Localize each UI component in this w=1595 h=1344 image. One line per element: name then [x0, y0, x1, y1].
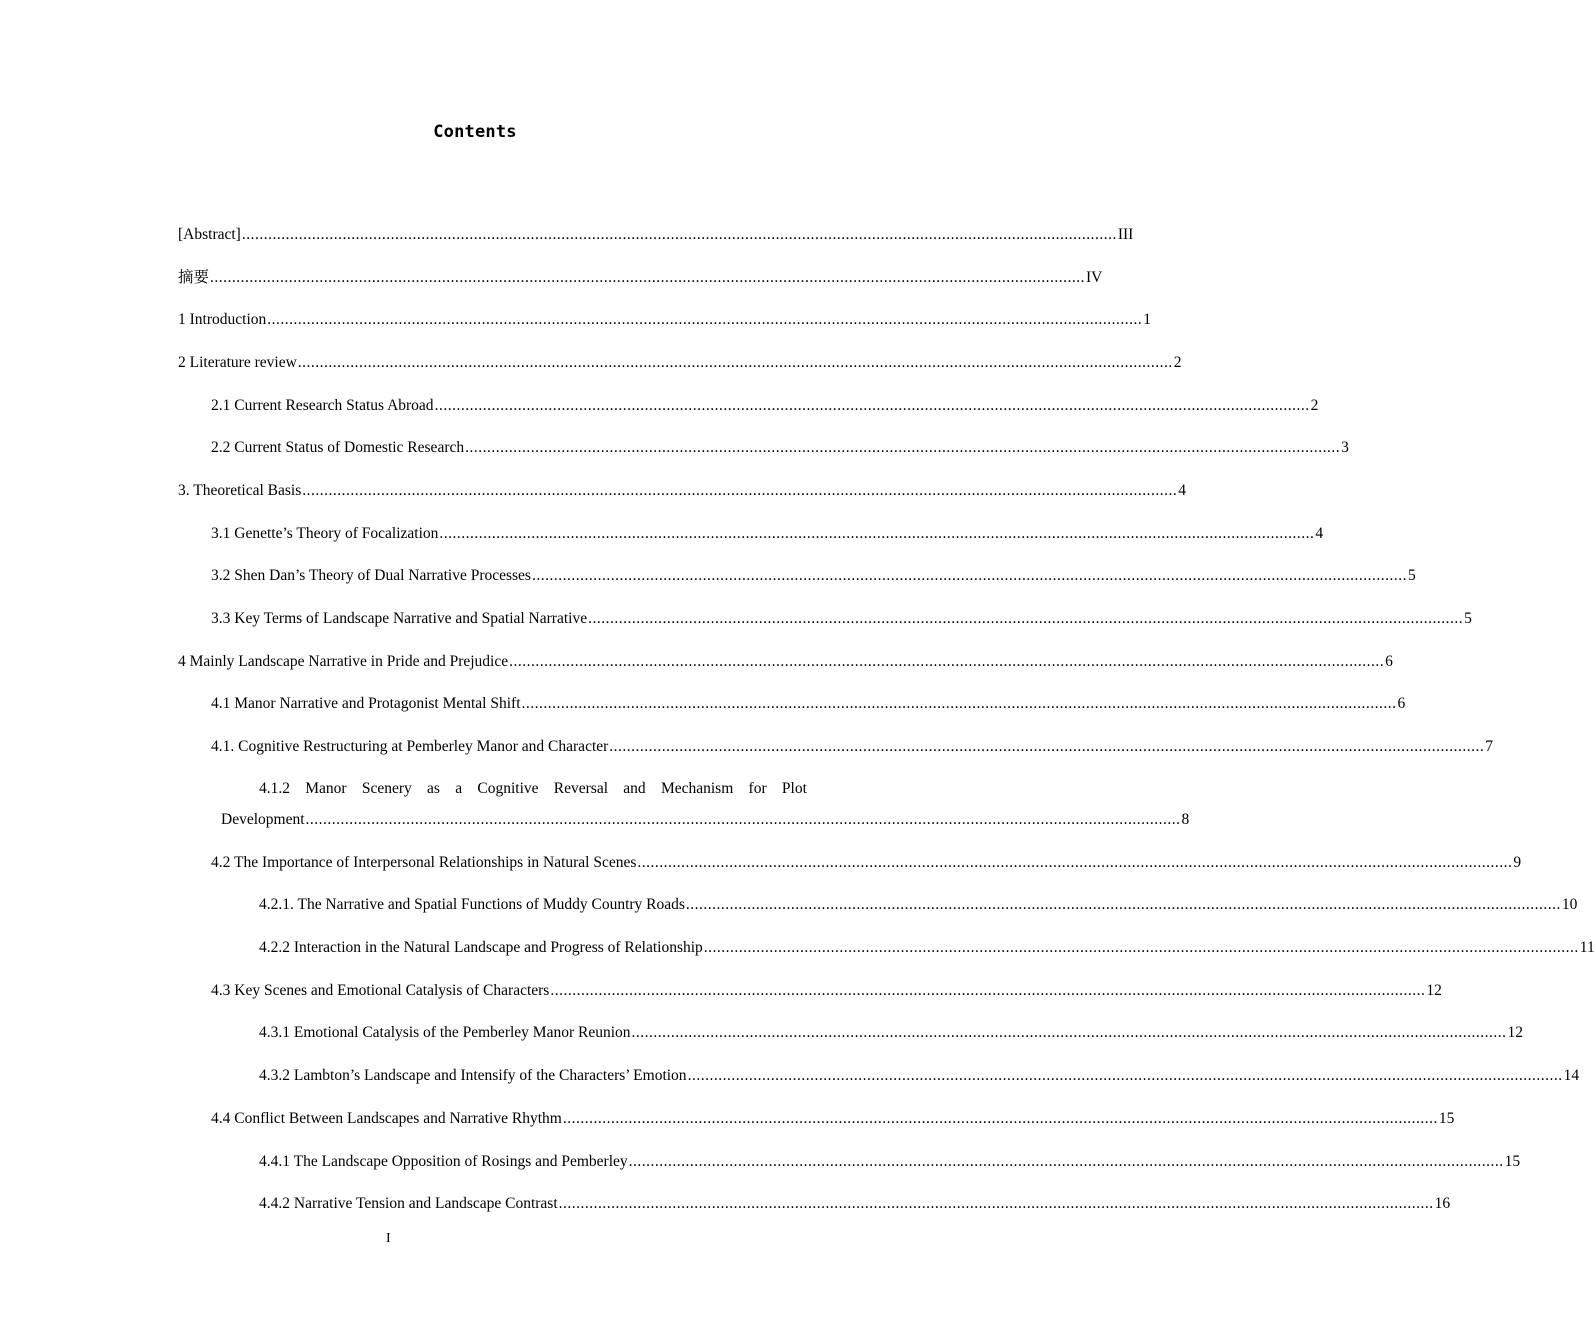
toc-entry-2-2[interactable] [211, 438, 1349, 458]
toc-entry-page: 12 [1426, 982, 1442, 999]
dot-leader: ........................................................................................................................................................................................................ [297, 354, 1173, 371]
toc-entry-label: 4.2 The Importance of Interpersonal Relationships in Natural Scenes [211, 854, 637, 871]
dot-leader: ........................................................................................................................................................................................................ [531, 567, 1407, 584]
toc-entry-4-3[interactable] [211, 981, 1442, 1001]
toc-entry-page: III [1117, 226, 1134, 243]
toc-entry-page: 6 [1397, 695, 1406, 712]
toc-entry-label: 4 Mainly Landscape Narrative in Pride and Prejudice [178, 653, 509, 670]
toc-entry-page: 15 [1504, 1153, 1521, 1170]
toc-entry-4-1-1[interactable] [211, 737, 1494, 757]
toc-entry-page: 8 [1181, 811, 1190, 828]
toc-entry-page: 2 [1173, 354, 1182, 371]
dot-leader: ........................................................................................................................................................................................................ [550, 982, 1426, 999]
toc-entry-label: 3.2 Shen Dan’s Theory of Dual Narrative Processes [211, 567, 531, 584]
toc-entry-4-1-2-line1[interactable]: 4.1.2 Manor Scenery as a Cognitive Reversal and Mechanism for Plot [259, 780, 807, 797]
toc-entry-page: 14 [1563, 1067, 1580, 1084]
toc-entry-page: 7 [1485, 738, 1494, 755]
toc-entry-label: 3.3 Key Terms of Landscape Narrative and Spatial Narrative [211, 610, 588, 627]
dot-leader: ........................................................................................................................................................................................................ [302, 482, 1178, 499]
toc-entry-label: 3. Theoretical Basis [178, 482, 302, 499]
toc-entry-label: 2.1 Current Research Status Abroad [211, 397, 434, 414]
toc-entry-4-2-1[interactable] [259, 895, 1578, 915]
toc-entry-4-3-2[interactable] [259, 1066, 1580, 1086]
toc-entry-label: 2 Literature review [178, 354, 297, 371]
toc-entry-label: 4.3 Key Scenes and Emotional Catalysis of Characters [211, 982, 550, 999]
toc-entry-page: 3 [1341, 439, 1349, 456]
dot-leader: ........................................................................................................................................................................................................ [703, 939, 1579, 956]
toc-entry-2-1[interactable] [211, 396, 1319, 416]
toc-entry-abstract[interactable] [178, 225, 1134, 245]
dot-leader: ........................................................................................................................................................................................................ [637, 854, 1513, 871]
toc-entry-page: 5 [1407, 567, 1416, 584]
toc-entry-3-1[interactable] [211, 524, 1324, 544]
toc-entry-page: 4 [1178, 482, 1187, 499]
toc-entry-4-4[interactable] [211, 1109, 1455, 1129]
dot-leader: ........................................................................................................................................................................................................ [521, 695, 1397, 712]
toc-entry-4-3-1[interactable] [259, 1023, 1524, 1043]
dot-leader: ........................................................................................................................................................................................................ [588, 610, 1464, 627]
dot-leader: ........................................................................................................................................................................................................ [241, 226, 1117, 243]
toc-entry-label: 摘要 [178, 269, 210, 286]
toc-entry-page: 10 [1561, 896, 1578, 913]
toc-entry-label: 4.1. Cognitive Restructuring at Pemberley Manor and Character [211, 738, 609, 755]
toc-entry-4-4-1[interactable] [259, 1152, 1521, 1172]
dot-leader: ........................................................................................................................................................................................................ [509, 653, 1385, 670]
toc-entry-page: IV [1086, 269, 1103, 286]
dot-leader: ........................................................................................................................................................................................................ [631, 1024, 1507, 1041]
toc-entry-4-2[interactable] [211, 853, 1522, 873]
toc-entry-page: 15 [1438, 1110, 1455, 1127]
toc-entry-page: 1 [1143, 311, 1151, 328]
dot-leader: ........................................................................................................................................................................................................ [465, 439, 1341, 456]
toc-entry-4-4-2[interactable] [259, 1194, 1451, 1214]
dot-leader: ........................................................................................................................................................................................................ [305, 811, 1181, 828]
dot-leader: ........................................................................................................................................................................................................ [267, 311, 1143, 328]
toc-entry-label: 4.2.2 Interaction in the Natural Landscape and Progress of Relationship [259, 939, 703, 956]
toc-entry-2[interactable] [178, 353, 1182, 373]
toc-entry-4-1[interactable] [211, 694, 1406, 714]
dot-leader: ........................................................................................................................................................................................................ [687, 1067, 1563, 1084]
toc-entry-label: Development [221, 811, 305, 828]
toc-entry-label: 4.4.1 The Landscape Opposition of Rosings and Pemberley [259, 1153, 628, 1170]
dot-leader: ........................................................................................................................................................................................................ [562, 1110, 1438, 1127]
toc-entry-3[interactable] [178, 481, 1187, 501]
toc-entry-4-2-2[interactable] [259, 938, 1595, 958]
toc-entry-page: 6 [1385, 653, 1393, 670]
toc-entry-page: 12 [1507, 1024, 1524, 1041]
page-number-footer: I [386, 1231, 391, 1246]
dot-leader: ........................................................................................................................................................................................................ [685, 896, 1561, 913]
toc-entry-3-3[interactable] [211, 609, 1472, 629]
dot-leader: ........................................................................................................................................................................................................ [210, 269, 1086, 286]
toc-entry-label: 4.1 Manor Narrative and Protagonist Mental Shift [211, 695, 521, 712]
toc-entry-label: 1 Introduction [178, 311, 267, 328]
toc-entry-4-1-2-line2[interactable] [221, 810, 1190, 830]
dot-leader: ........................................................................................................................................................................................................ [558, 1195, 1434, 1212]
toc-entry-label: 4.2.1. The Narrative and Spatial Functions of Muddy Country Roads [259, 896, 685, 913]
toc-entry-label: 4.3.1 Emotional Catalysis of the Pemberley Manor Reunion [259, 1024, 631, 1041]
dot-leader: ........................................................................................................................................................................................................ [434, 397, 1310, 414]
toc-entry-4[interactable] [178, 652, 1393, 672]
toc-entry-3-2[interactable] [211, 566, 1416, 586]
dot-leader: ........................................................................................................................................................................................................ [628, 1153, 1504, 1170]
toc-entry-page: 5 [1464, 610, 1472, 627]
page-title: Contents [433, 122, 517, 142]
toc-entry-page: 9 [1513, 854, 1522, 871]
toc-entry-1[interactable] [178, 310, 1151, 330]
toc-entry-label: 4.3.2 Lambton’s Landscape and Intensify of the Characters’ Emotion [259, 1067, 687, 1084]
toc-entry-chinese-abstract[interactable] [178, 268, 1103, 288]
toc-entry-page: 2 [1310, 397, 1319, 414]
toc-entry-label: 4.4 Conflict Between Landscapes and Narrative Rhythm [211, 1110, 562, 1127]
toc-entry-label: [Abstract] [178, 226, 241, 243]
dot-leader: ........................................................................................................................................................................................................ [609, 738, 1485, 755]
toc-entry-page: 4 [1315, 525, 1324, 542]
toc-entry-label: 3.1 Genette’s Theory of Focalization [211, 525, 439, 542]
toc-entry-page: 16 [1434, 1195, 1451, 1212]
toc-entry-page: 11 [1579, 939, 1595, 956]
dot-leader: ........................................................................................................................................................................................................ [439, 525, 1315, 542]
toc-entry-label: 2.2 Current Status of Domestic Research [211, 439, 465, 456]
toc-entry-label: 4.4.2 Narrative Tension and Landscape Contrast [259, 1195, 558, 1212]
